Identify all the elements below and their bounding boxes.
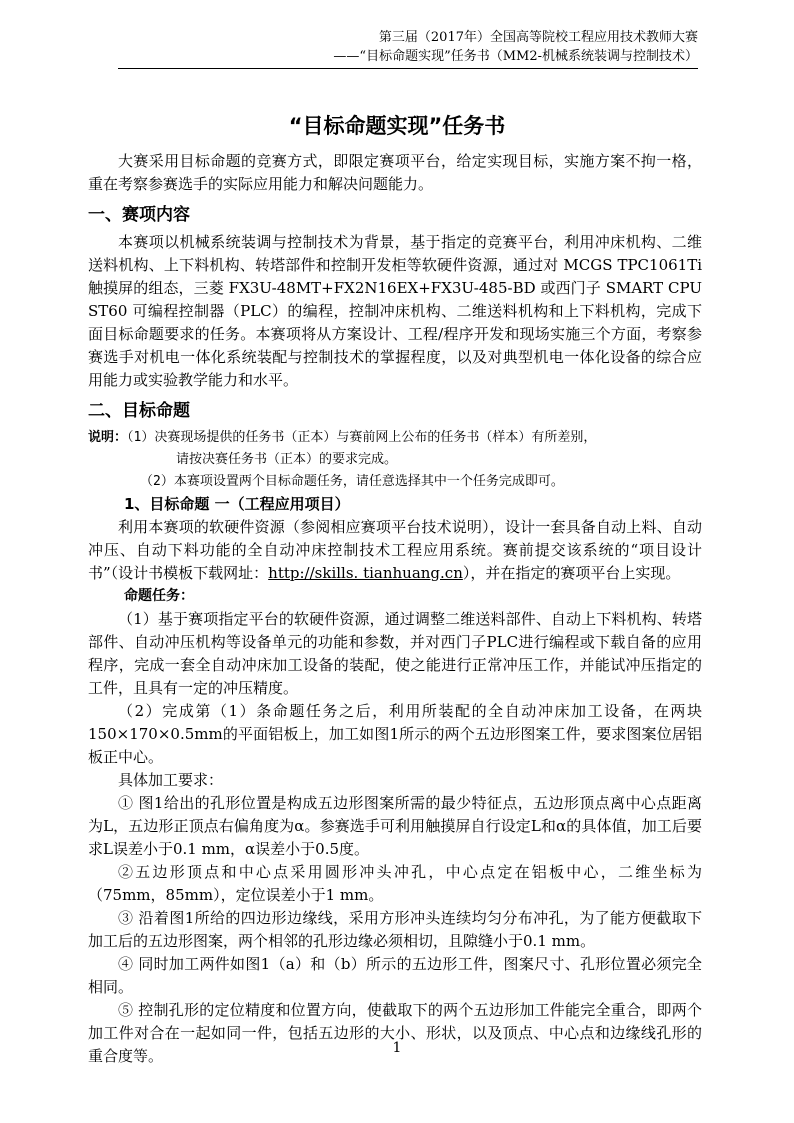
intro-paragraph: 大赛采用目标命题的竞赛方式，即限定赛项平台，给定实现目标，实施方案不拘一格，重在考察参赛选手的实际应用能力和解决问题能力。	[88, 152, 702, 193]
sub1-text-pre: 利用本赛项的软硬件资源（参阅相应赛项平台技术说明），设计一套具备自动上料、自动冲压、自动下料功能的全自动冲床控制技术工程应用系统。赛前提交该系统的“项目设计书”（设计书模板下载网址：	[88, 518, 702, 582]
document-title: “目标命题实现”任务书	[288, 114, 506, 138]
sub1-text-post: ），并在指定的赛项平台上实现。	[462, 564, 681, 582]
requirement-5: ⑤ 控制孔形的定位精度和位置方向，使截取下的两个五边形加工件能完全重合，即两个加工件对合在一起如同一件，包括五边形的大小、形状，以及顶点、中心点和边缘线孔形的重合度等。	[88, 1001, 702, 1065]
header-rule	[118, 68, 698, 69]
requirement-3: ③ 沿着图1所给的四边形边缘线，采用方形冲头连续均匀分布冲孔，为了能方便截取下加工后的五边形图案，两个相邻的孔形边缘必须相切，且隙缝小于0.1 mm。	[88, 909, 702, 950]
note-1a: （1）决赛现场提供的任务书（正本）与赛前网上公布的任务书（样本）有所差别，	[127, 430, 597, 445]
template-download-link[interactable]: http://skills. tianhuang.cn	[268, 564, 463, 582]
running-header	[333, 28, 698, 66]
requirement-4: ④ 同时加工两件如图1（a）和（b）所示的五边形工件，图案尺寸、孔形位置必须完全相同。	[88, 955, 702, 996]
document-body	[88, 150, 702, 1068]
note-1	[88, 427, 702, 449]
header-line-1: 第三届（2017年）全国高等院校工程应用技术教师大赛	[378, 30, 698, 45]
note-label: 说明：	[88, 430, 128, 445]
task-2: （2）完成第（1）条命题任务之后，利用所装配的全自动冲床加工设备，在两块150×170×0.5mm的平面铝板上，加工如图1所示的两个五边形图案工件，要求图案位居铝板正中心。	[88, 702, 702, 766]
section1-paragraph: 本赛项以机械系统装调与控制技术为背景，基于指定的竞赛平台，利用冲床机构、二维送料机构、上下料机构、转塔部件和控制开发柜等软硬件资源，通过对 MCGS TPC1061Ti 触摸屏的组态，三菱 FX3U-48MT+FX2N16EX+FX3U-485-BD 或西门子 SMART CPU ST60 可编程控制器（PLC）的编程，控制冲床机构、二维送料机构和上下料机构，完成下面目标命题要求的任务。本赛项将从方案设计、工程/程序开发和现场实施三个方面，考察参赛选手对机电一体化系统装配与控制技术的掌握程度，以及对典型机电一体化设备的综合应用能力或实验教学能力和水平。	[88, 233, 702, 389]
task-heading: 命题任务：	[124, 588, 194, 604]
requirements-heading: 具体加工要求：	[118, 771, 224, 789]
requirement-1: ① 图1给出的孔形位置是构成五边形图案所需的最少特征点，五边形顶点离中心点距离为L，五边形正顶点右偏角度为α。参赛选手可利用触摸屏自行设定L和α的具体值，加工后要求L误差小于0.1 mm，α误差小于0.5度。	[88, 794, 702, 858]
section1-heading: 一、赛项内容	[88, 205, 190, 225]
note-2: （2）本赛项设置两个目标命题任务，请任意选择其中一个任务完成即可。	[140, 474, 564, 489]
page-number: 1	[392, 1040, 402, 1056]
subsection1-heading: 1、目标命题 一（工程应用项目）	[124, 495, 350, 513]
task-1: （1）基于赛项指定平台的软硬件资源，通过调整二维送料部件、自动上下料机构、转塔部件、自动冲压机构等设备单元的功能和参数，并对西门子PLC进行编程或下载自备的应用程序，完成一套全自动冲床加工设备的装配，使之能进行正常冲压工作，并能试冲压指定的工件，且具有一定的冲压精度。	[88, 610, 702, 697]
subsection1-paragraph	[88, 516, 702, 585]
header-line-2: ——“目标命题实现”任务书（MM2-机械系统装调与控制技术）	[333, 49, 698, 64]
requirement-2: ②五边形顶点和中心点采用圆形冲头冲孔，中心点定在铝板中心，二维坐标为（75mm，85mm），定位误差小于1 mm。	[88, 863, 702, 904]
section2-heading: 二、目标命题	[88, 401, 190, 421]
note-1b: 请按决赛任务书（正本）的要求完成。	[176, 452, 398, 467]
